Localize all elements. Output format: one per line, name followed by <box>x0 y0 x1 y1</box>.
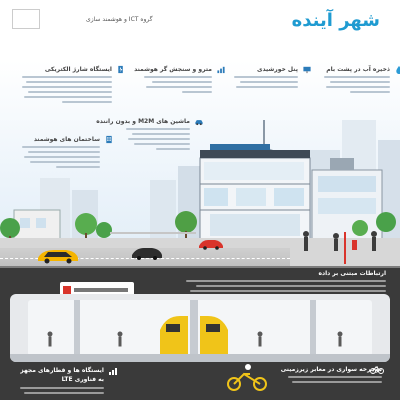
feature-metro-smart-sensors <box>134 66 212 96</box>
data-connectivity-caption <box>176 270 386 295</box>
feature-title: پنل خورشیدی <box>256 66 298 73</box>
feature-title: ایستگاه شارژ الکتریکی <box>44 66 112 73</box>
bar-chart-icon <box>216 65 226 74</box>
smart-building-cutaway <box>200 144 310 240</box>
section-title: ارتباطات مبتنی بر داده <box>318 270 386 277</box>
lte-stations-caption <box>18 366 104 397</box>
pedestrians <box>296 228 400 268</box>
feature-title: ساختمان های هوشمند <box>33 136 100 143</box>
underground-cycling-caption <box>280 366 382 386</box>
feature-title: ماشین های M2M و بدون راننده <box>96 118 190 125</box>
charging-station-icon <box>116 65 126 74</box>
item-title: دوچرخه سواری در معابر زیرزمینی <box>280 366 382 373</box>
page-title: شهر آینده <box>291 10 380 31</box>
car-icon <box>130 246 164 260</box>
metro-tunnel <box>10 294 390 362</box>
page-subtitle: گروه ICT و هوشمند سازی <box>86 16 153 23</box>
solar-panel-icon <box>302 65 312 74</box>
bicycle-icon <box>370 364 384 374</box>
feature-ev-charging <box>20 66 112 106</box>
car-icon <box>198 238 224 250</box>
signal-icon <box>108 366 118 376</box>
metro-tunnel-illustration <box>10 294 390 362</box>
logo <box>12 9 40 29</box>
feature-solar-panel <box>232 66 298 91</box>
water-drop-icon <box>394 65 400 74</box>
car-icon <box>36 248 80 264</box>
feature-title: مترو و سنجش گر هوشمند <box>134 66 212 73</box>
feature-rooftop-water <box>322 66 390 96</box>
red-pole-icon <box>342 232 348 264</box>
item-title: ایستگاه ها و قطارهای مجهز به فناوری LTE <box>20 367 104 383</box>
cyclist-illustration <box>220 362 280 392</box>
feature-title: ذخیره آب در پشت بام <box>326 66 390 73</box>
